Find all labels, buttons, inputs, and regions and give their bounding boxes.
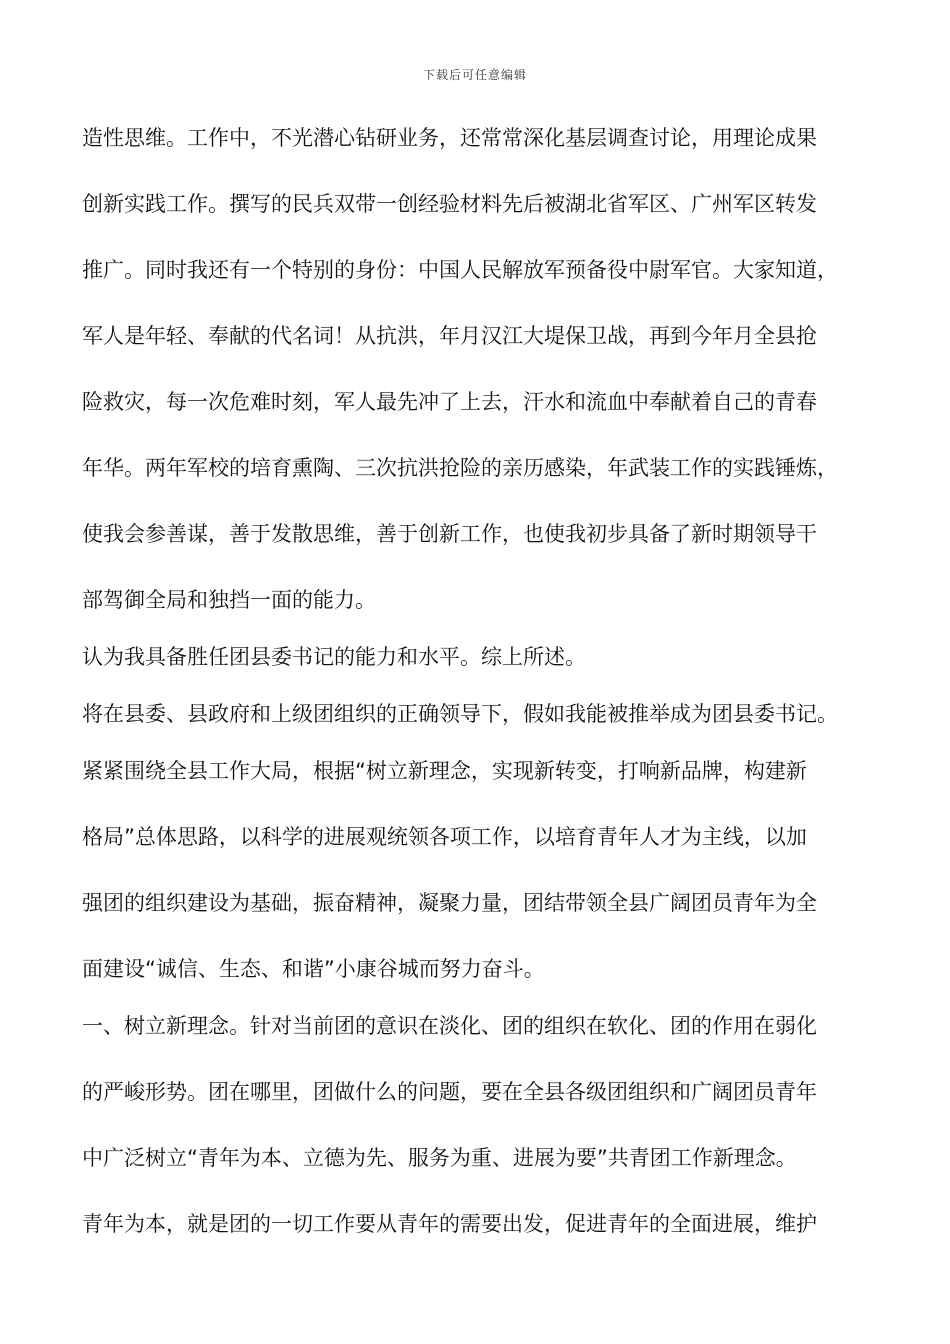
text-line: 强团的组织建设为基础，振奋精神，凝聚力量，团结带领全县广阔团员青年为全 xyxy=(82,891,817,915)
text-line: 创新实践工作。撰写的民兵双带一创经验材料先后被湖北省军区、广州军区转发 xyxy=(82,192,817,216)
text-line: 军人是年轻、奉献的代名词！从抗洪，年月汉江大堤保卫战，再到今年月全县抢 xyxy=(82,324,817,348)
text-line: 造性思维。工作中，不光潜心钻研业务，还常常深化基层调查讨论，用理论成果 xyxy=(82,126,817,150)
page-header: 下载后可任意编辑 xyxy=(422,68,527,82)
text-line: 使我会参善谋，善于发散思维，善于创新工作，也使我初步具备了新时期领导干 xyxy=(82,522,817,546)
text-line: 的严峻形势。团在哪里，团做什么的问题，要在全县各级团组织和广阔团员青年 xyxy=(82,1080,817,1104)
text-line: 推广。同时我还有一个特别的身份：中国人民解放军预备役中尉军官。大家知道， xyxy=(82,258,838,282)
text-line: 将在县委、县政府和上级团组织的正确领导下，假如我能被推举成为团县委书记。 xyxy=(82,702,838,726)
text-line: 中广泛树立“青年为本、立德为先、服务为重、进展为要”共青团工作新理念。 xyxy=(82,1146,797,1170)
text-line: 险救灾，每一次危难时刻，军人最先冲了上去，汗水和流血中奉献着自己的青春 xyxy=(82,390,817,414)
text-line: 格局”总体思路，以科学的进展观统领各项工作，以培育青年人才为主线，以加 xyxy=(82,825,807,849)
text-line: 一、树立新理念。针对当前团的意识在淡化、团的组织在软化、团的作用在弱化 xyxy=(82,1014,817,1038)
text-line: 年华。两年军校的培育熏陶、三次抗洪抢险的亲历感染，年武装工作的实践锤炼， xyxy=(82,456,838,480)
text-line: 青年为本，就是团的一切工作要从青年的需要出发，促进青年的全面进展，维护 xyxy=(82,1212,817,1236)
text-line: 认为我具备胜任团县委书记的能力和水平。综上所述。 xyxy=(82,645,586,669)
text-line: 部驾御全局和独挡一面的能力。 xyxy=(82,588,376,612)
document-body xyxy=(82,114,882,1248)
text-line: 面建设“诚信、生态、和谐”小康谷城而努力奋斗。 xyxy=(82,957,545,981)
text-line: 紧紧围绕全县工作大局，根据“树立新理念，实现新转变，打响新品牌，构建新 xyxy=(82,759,807,783)
